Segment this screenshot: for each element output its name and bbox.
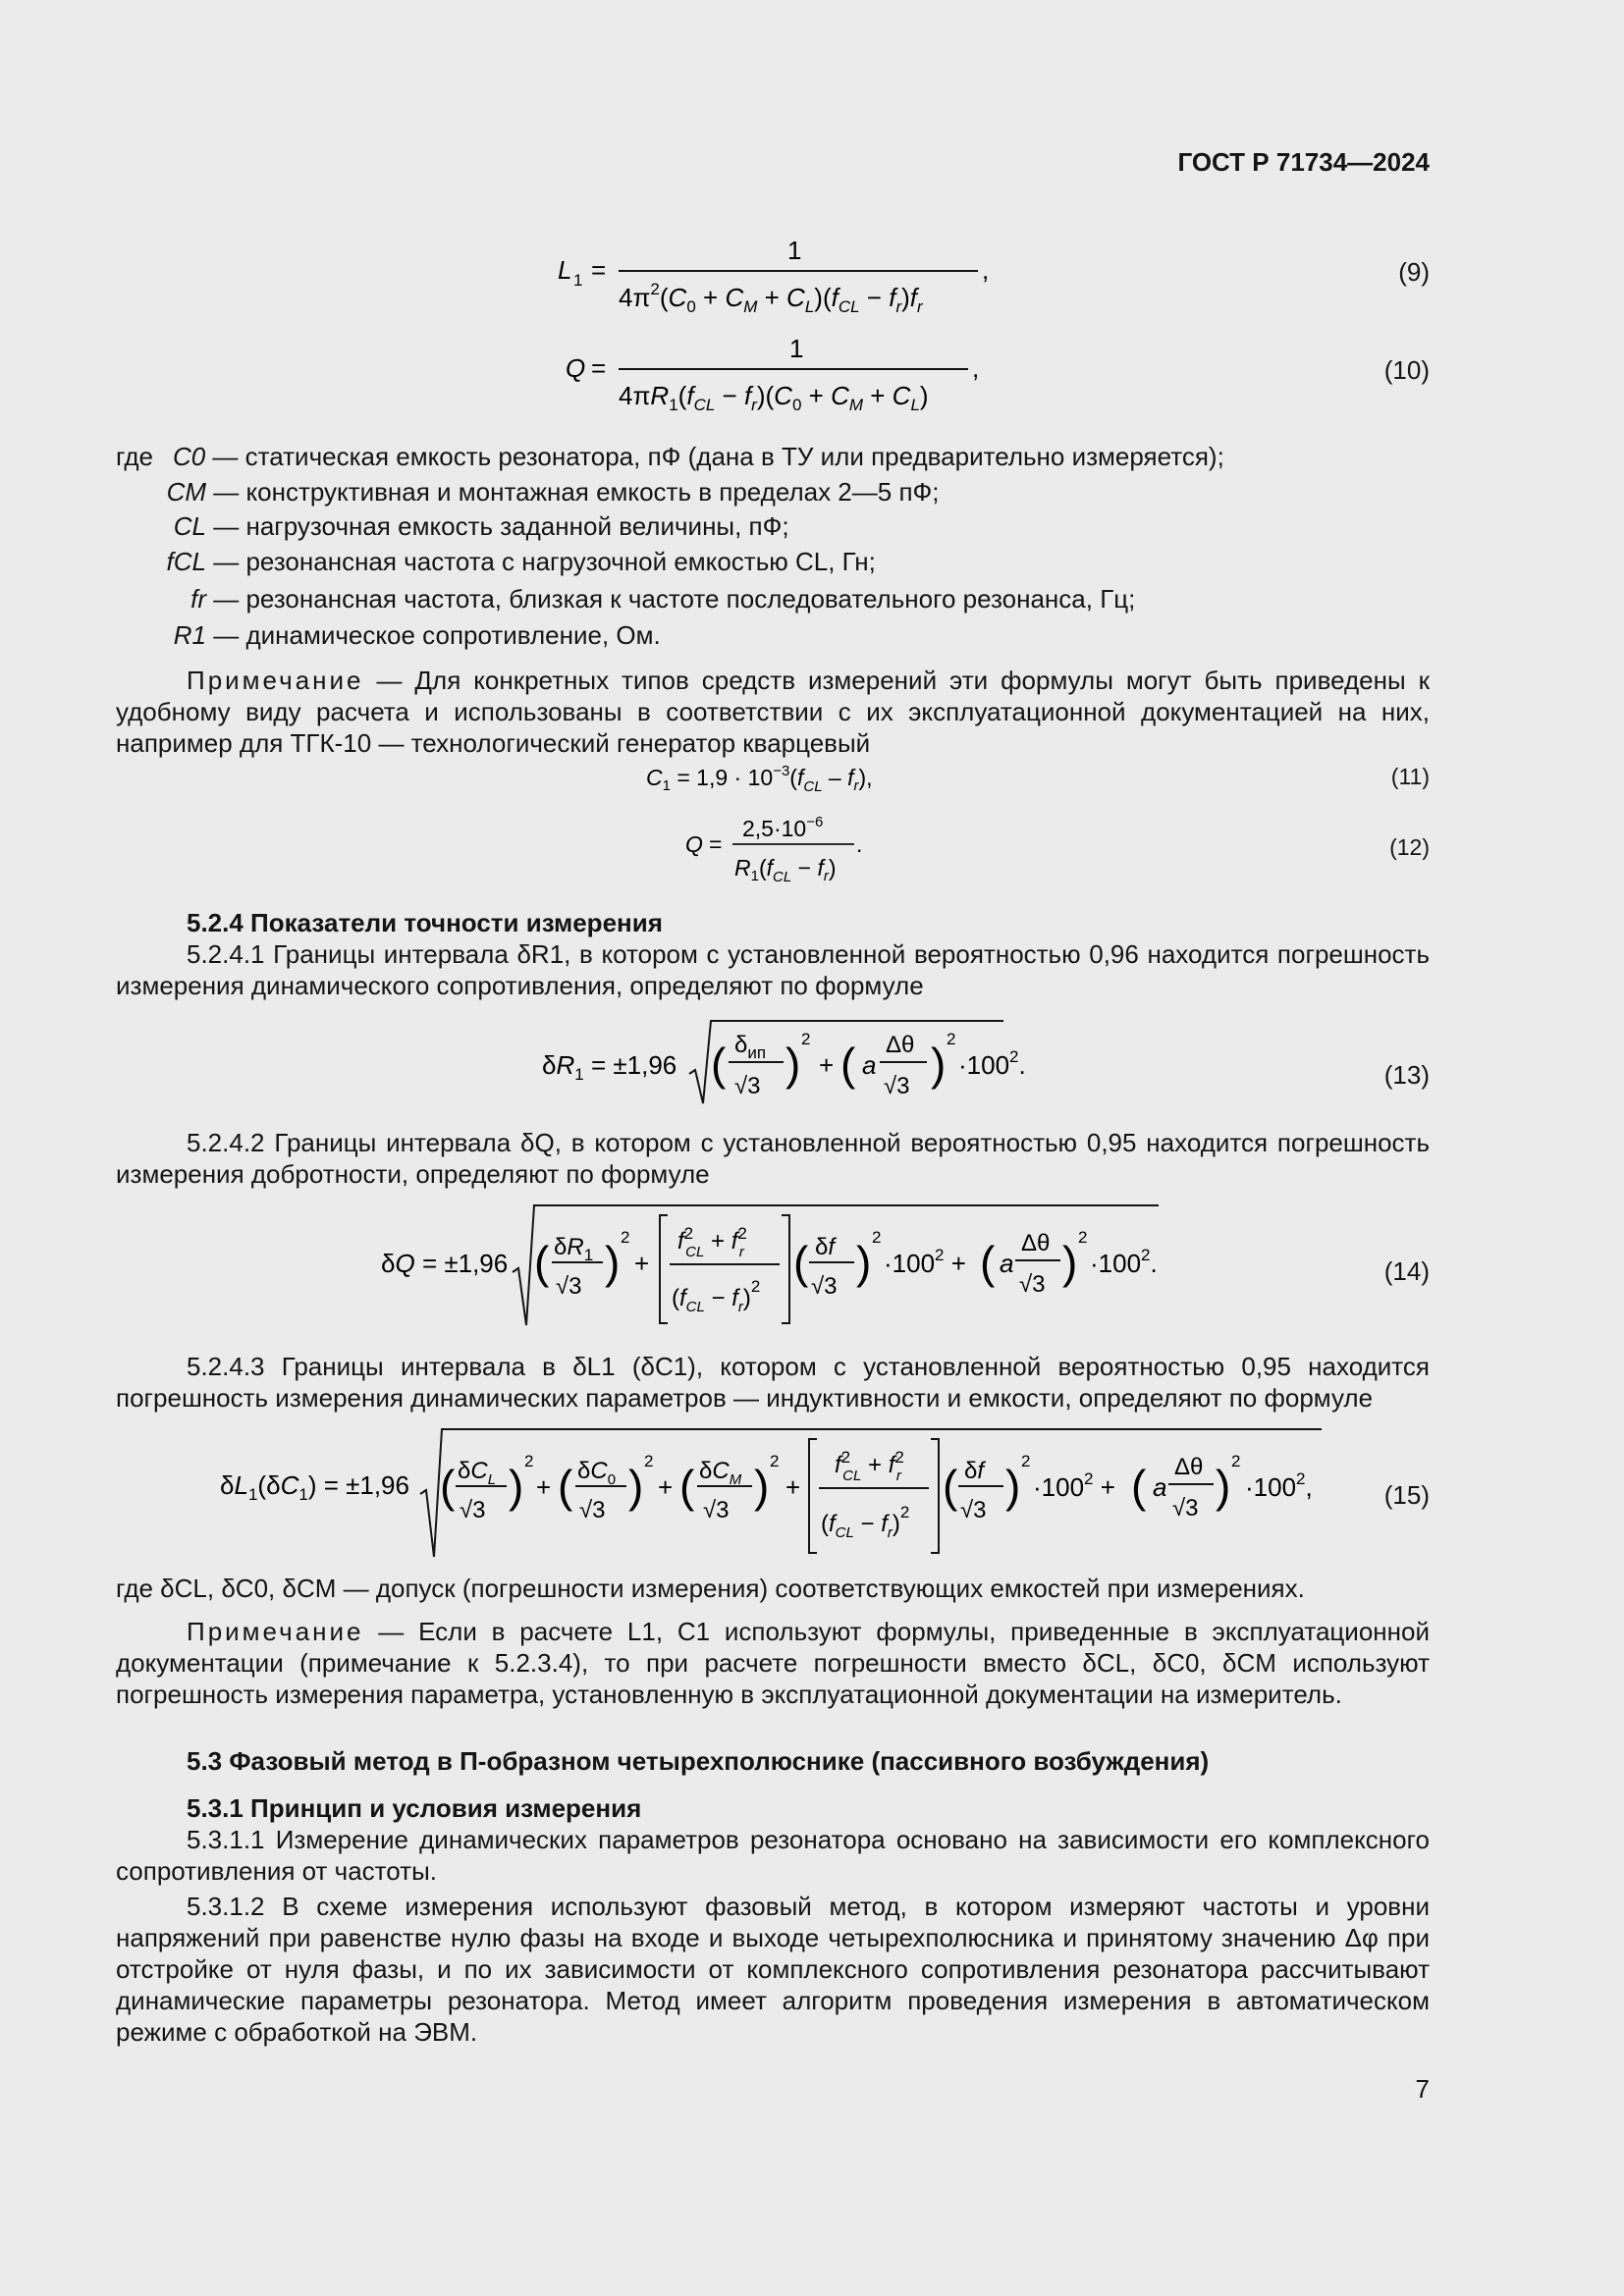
note-paragraph [116, 665, 1430, 759]
svg-text:δL1(δC1) = ±1,96: $\delta L_1(\delta C_1) = \pm 1,96$ [220, 1470, 409, 1504]
svg-text:+: + [785, 1472, 801, 1502]
equation-number-13: (13) [1383, 1060, 1430, 1090]
definition-text: — конструктивная и монтажная емкость в пределах 2—5 пФ; [213, 477, 940, 507]
definition-symbol: C0 [172, 442, 206, 471]
section-heading-5-2-4: 5.2.4 Показатели точности измерения [187, 908, 663, 937]
svg-text:√3: √3 [734, 1073, 761, 1099]
equation-number-9: (9) [1398, 257, 1430, 287]
definition-row [116, 545, 876, 578]
svg-text:δCL: $\delta C_L$ [458, 1458, 497, 1488]
svg-text:(: ( [1131, 1461, 1147, 1512]
svg-text:·1002.: $\cdot 100^2$. [1090, 1246, 1158, 1278]
svg-text:): ) [856, 1237, 872, 1288]
svg-text:2: 2 [872, 1228, 882, 1247]
svg-text:(: ( [440, 1461, 456, 1512]
formula-11 [644, 756, 919, 801]
svg-text:a: a [862, 1050, 877, 1080]
paragraph-5-2-4-1: 5.2.4.1 Границы интервала δR1, в котором с установленной вероятностью 0,96 находится погрешность измерения динамического сопротивления, определяют по формуле [116, 939, 1430, 1000]
svg-text:(: ( [534, 1237, 550, 1288]
definition-symbol: fCL [166, 547, 206, 576]
note-text: — Для конкретных типов средств измерений эти формулы могут быть приведены к удобному виду расчета и использованы в соответствии с их эксплуатационной документацией на них, например для ТГК-10 — технологический генератор кварцевый [116, 666, 1430, 758]
svg-text:): ) [785, 1039, 801, 1090]
note-label: Примечание [187, 1617, 364, 1646]
svg-text:δR1 = ±1,96: $\delta R_1 = \pm 1,96$ [542, 1050, 677, 1084]
svg-text:L: L [558, 255, 572, 285]
definition-symbol: fr [190, 584, 206, 614]
svg-text:2: 2 [621, 1228, 630, 1247]
svg-text:2: 2 [524, 1452, 534, 1470]
svg-text:δC0: $\delta C_0$ [577, 1458, 617, 1488]
svg-text:f2CL + f2r: $f^2$ CL + $f^2$ r [835, 1448, 904, 1484]
svg-text:δCM: $\delta C_M$ [699, 1458, 742, 1488]
equation-number-14: (14) [1383, 1256, 1430, 1286]
svg-text:·1002 +: $\cdot 100^2$ + [884, 1246, 966, 1278]
paragraph-5-3-1-1: 5.3.1.1 Измерение динамических параметров резонатора основано на зависимости его комплексного сопротивления от частоты. [116, 1825, 1430, 1886]
svg-text:f2CL + f2r: $f^2$ CL + $f^2$ r [677, 1224, 747, 1260]
svg-text:2: 2 [1231, 1452, 1241, 1470]
definition-text: — резонансная частота с нагрузочной емкостью CL, Гн; [213, 547, 876, 576]
definition-row [116, 440, 1224, 473]
svg-text:√3: √3 [460, 1497, 486, 1523]
definition-lead: где [116, 442, 153, 471]
svg-text:+: + [634, 1249, 650, 1278]
svg-text:2: 2 [1021, 1452, 1031, 1470]
paragraph-5-2-4-3: 5.2.4.3 Границы интервала в δL1 (δC1), котором с установленной вероятностью 0,95 находится погрешность измерения динамических параметров — индуктивности и емкости, определяют по формуле [116, 1352, 1430, 1413]
formula-15 [218, 1423, 1337, 1561]
definition-text: — статическая емкость резонатора, пФ (дана в ТУ или предварительно измеряется); [212, 442, 1224, 471]
svg-text:C1 = 1,9 · 10−3(fCL – fr),: $C_1 = 1,9 \cdot 10^{-3}(f_{CL} - f_r)$, [646, 763, 873, 795]
paragraph-5-2-4-2: 5.2.4.2 Границы интервала δQ, в котором с установленной вероятностью 0,95 находится погрешность измерения добротности, определяют по формуле [116, 1128, 1430, 1189]
svg-text:2: 2 [770, 1452, 780, 1470]
svg-text:(: ( [840, 1039, 856, 1090]
svg-text:Δθ: Δθ [886, 1032, 915, 1058]
definition-row [116, 475, 940, 508]
svg-text:Q: Q [685, 831, 703, 857]
svg-text:·1002,: $\cdot 100^2$, [1245, 1469, 1313, 1502]
svg-text:(fCL − fr)2: $(f_{CL} - f_r)^2$ [672, 1277, 761, 1315]
svg-text:(: ( [679, 1461, 695, 1512]
svg-text:=: = [709, 831, 723, 857]
definition-row [116, 509, 789, 543]
svg-text:.: . [856, 831, 863, 857]
svg-text:(: ( [943, 1461, 958, 1512]
svg-text:1: 1 [787, 236, 802, 265]
svg-text:·1002 +: $\cdot 100^2$ + [1033, 1469, 1115, 1502]
page-number: 7 [1415, 2074, 1430, 2104]
svg-text:2: 2 [1078, 1228, 1088, 1247]
equation-number-11: (11) [1390, 764, 1430, 789]
note-text: — Если в расчете L1, C1 используют формулы, приведенные в эксплуатационной документации (примечание к 5.2.3.4), то при расчете погрешности вместо δCL, δC0, δCM используют погрешность измерения параметра, установленную в эксплуатационной документации на измеритель. [116, 1617, 1430, 1709]
svg-text:2: 2 [801, 1030, 811, 1048]
svg-text:√3: √3 [579, 1497, 606, 1523]
svg-text:): ) [1216, 1461, 1231, 1512]
definition-text: — резонансная частота, близкая к частоте последовательного резонанса, Гц; [213, 584, 1136, 614]
equation-number-10: (10) [1383, 355, 1430, 385]
formula-14 [377, 1200, 1182, 1333]
svg-text:4π2(C0 + CM + CL)(fCL − fr)fr: $4\pi^2(C_0 + C_M + C_L)(f_{CL} - f_r)f_r$ [619, 280, 923, 316]
svg-text:): ) [509, 1461, 524, 1512]
tolerance-definition: где δCL, δC0, δCM — допуск (погрешности измерения) соответствующих емкостей при измерениях. [116, 1574, 1305, 1603]
svg-text:2: 2 [644, 1452, 654, 1470]
svg-text:√3: √3 [811, 1273, 838, 1300]
formula-9 [550, 232, 1001, 320]
svg-text:R1(fCL − fr): $R_1(f_{CL} - f_r)$ [734, 855, 837, 885]
section-heading-5-3: 5.3 Фазовый метод в П-образном четырехполюснике (пассивного возбуждения) [187, 1746, 1210, 1776]
svg-text:a: a [1000, 1249, 1014, 1278]
svg-text:=: = [591, 353, 607, 383]
definition-symbol: R1 [173, 620, 206, 650]
formula-10 [562, 330, 994, 418]
svg-text:=: = [591, 255, 607, 285]
svg-text:): ) [628, 1461, 644, 1512]
section-heading-5-3-1: 5.3.1 Принцип и условия измерения [187, 1793, 642, 1823]
svg-text:): ) [1062, 1237, 1078, 1288]
formula-12 [681, 807, 878, 891]
svg-text:√3: √3 [556, 1273, 582, 1300]
svg-text:√3: √3 [960, 1497, 987, 1523]
svg-text:δQ = ±1,96: δQ = ±1,96 [381, 1249, 509, 1278]
svg-text:√3: √3 [884, 1073, 910, 1099]
svg-text:·1002.: $\cdot 100^2$. [958, 1047, 1026, 1080]
svg-text:+: + [536, 1472, 552, 1502]
svg-text:Q: Q [566, 353, 586, 383]
definition-text: — нагрузочная емкость заданной величины, пФ; [213, 511, 789, 541]
definition-text: — динамическое сопротивление, Ом. [213, 620, 661, 650]
equation-number-15: (15) [1383, 1480, 1430, 1510]
svg-text:): ) [931, 1039, 947, 1090]
paragraph-5-3-1-2: 5.3.1.2 В схеме измерения используют фазовый метод, в котором измеряют частоты и уровни напряжений при равенстве нулю фазы на входе и выходе четырехполюсника и принятому значению Δφ при отстройке от нуля фазы, и по их зависимости от комплексного сопротивления резонатора рассчитывают динамические параметры резонатора. Метод имеет алгоритм проведения измерения в автоматическом режиме с обработкой на ЭВМ. [116, 1892, 1430, 2047]
definition-symbol: CM [166, 477, 206, 507]
svg-text:√3: √3 [1172, 1495, 1199, 1522]
svg-text:): ) [754, 1461, 770, 1512]
svg-text:2: 2 [947, 1030, 956, 1048]
document-number-header: ГОСТ Р 71734—2024 [1177, 147, 1430, 177]
svg-text:a: a [1153, 1472, 1167, 1502]
svg-text:+: + [819, 1050, 835, 1080]
svg-text:δип: $\delta_{ип}$ [734, 1032, 767, 1062]
formula-13 [542, 1015, 1033, 1113]
svg-text:): ) [605, 1237, 621, 1288]
svg-text:δR1: $\delta R_1$ [554, 1234, 594, 1264]
equation-number-12: (12) [1389, 834, 1430, 860]
svg-text:√3: √3 [703, 1497, 730, 1523]
svg-text:(: ( [980, 1237, 996, 1288]
svg-text:δf: δf [815, 1234, 836, 1260]
note-paragraph [116, 1616, 1430, 1710]
note-label: Примечание [187, 666, 364, 695]
svg-text:√3: √3 [1019, 1271, 1046, 1298]
svg-text:+: + [658, 1472, 674, 1502]
svg-text:(fCL − fr)2: $(f_{CL} - f_r)^2$ [821, 1503, 910, 1541]
svg-text:,: , [982, 255, 990, 285]
definition-row [116, 618, 661, 652]
svg-text:Δθ: Δθ [1174, 1454, 1204, 1480]
definition-symbol: CL [173, 511, 206, 541]
svg-text:): ) [1005, 1461, 1021, 1512]
svg-text:1: 1 [789, 334, 804, 363]
svg-text:(: ( [793, 1237, 809, 1288]
svg-text:1: 1 [573, 271, 583, 290]
svg-text:2,5·10−6: $2,5\cdot 10^{-6}$ [742, 814, 824, 841]
svg-text:Δθ: Δθ [1021, 1230, 1051, 1256]
svg-text:(: ( [711, 1039, 727, 1090]
svg-text:δf: δf [964, 1458, 985, 1484]
definition-row [116, 582, 1135, 615]
svg-text:(: ( [558, 1461, 573, 1512]
svg-text:,: , [972, 353, 980, 383]
svg-text:4πR1(fCL − fr)(C0 + CM + CL): $4\pi R_1(f_{CL} - f_r)(C_0 + C_M + C_L)$ [619, 381, 929, 414]
